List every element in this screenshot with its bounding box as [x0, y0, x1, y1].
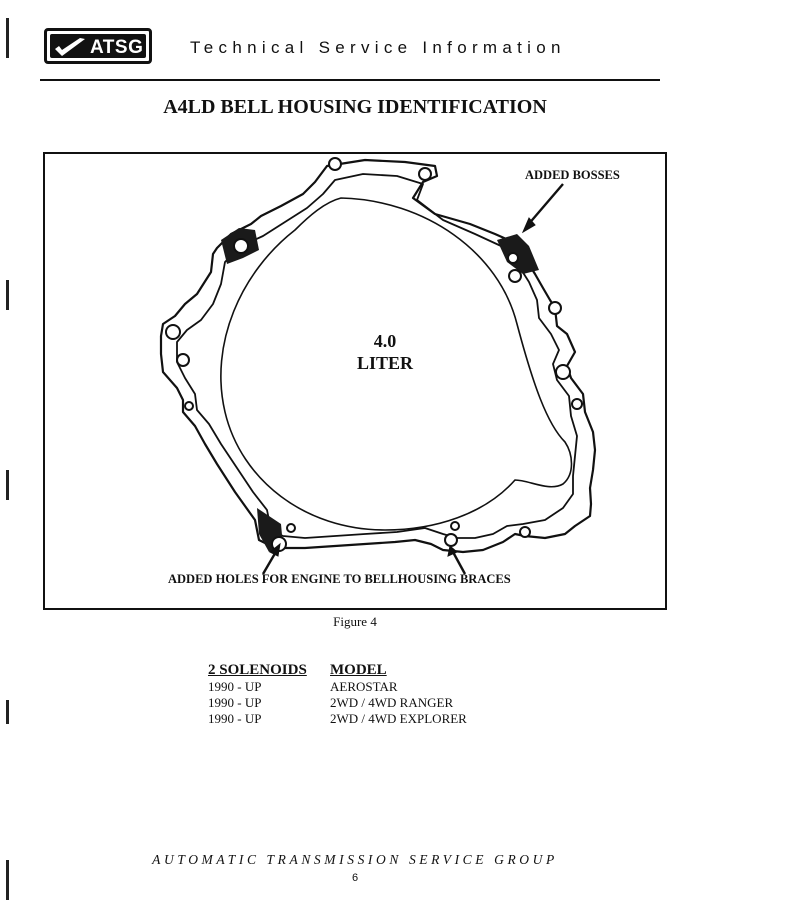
table-cell-model: 2WD / 4WD RANGER — [330, 695, 454, 710]
header-title: Technical Service Information — [190, 38, 566, 57]
table-cell-model: AEROSTAR — [330, 679, 398, 694]
bolt-hole — [234, 239, 248, 253]
header-rule — [40, 79, 660, 81]
page-title: A4LD BELL HOUSING IDENTIFICATION — [163, 96, 547, 118]
bolt-hole — [549, 302, 561, 314]
bolt-hole — [177, 354, 189, 366]
center-label-size: 4.0 — [373, 331, 397, 351]
bolt-hole — [451, 522, 459, 530]
bolt-hole — [185, 402, 193, 410]
bolt-hole — [419, 168, 431, 180]
page-number: 6 — [351, 872, 359, 884]
callout-added-holes: ADDED HOLES FOR ENGINE TO BELLHOUSING BRACES — [168, 572, 511, 586]
footer-org: AUTOMATIC TRANSMISSION SERVICE GROUP — [152, 852, 558, 867]
bolt-hole — [287, 524, 295, 532]
bolt-hole — [572, 399, 582, 409]
bolt-hole — [556, 365, 570, 379]
table-cell-year: 1990 - UP — [208, 679, 262, 694]
table-cell-year: 1990 - UP — [208, 695, 262, 710]
binding-mark — [6, 700, 9, 724]
bell-housing-diagram — [45, 154, 665, 608]
binding-mark — [6, 470, 9, 500]
callout-added-bosses: ADDED BOSSES — [525, 168, 620, 182]
table-header-solenoids: 2 SOLENOIDS — [208, 662, 307, 678]
table-cell-model: 2WD / 4WD EXPLORER — [330, 711, 467, 726]
bolt-hole — [445, 534, 457, 546]
bolt-hole — [520, 527, 530, 537]
logo-text: ATSG — [90, 37, 144, 58]
added-boss-right — [497, 234, 539, 274]
table-cell-year: 1990 - UP — [208, 711, 262, 726]
checkmark-icon — [52, 36, 88, 60]
binding-mark — [6, 18, 9, 58]
bolt-hole — [509, 270, 521, 282]
bolt-hole — [329, 158, 341, 170]
figure-caption: Figure 4 — [333, 614, 377, 629]
bolt-hole — [166, 325, 180, 339]
table-header-model: MODEL — [330, 662, 387, 678]
binding-mark — [6, 280, 9, 310]
center-label-unit: LITER — [356, 353, 414, 373]
figure-frame — [43, 152, 667, 610]
bolt-hole — [508, 253, 518, 263]
atsg-logo — [44, 28, 152, 64]
